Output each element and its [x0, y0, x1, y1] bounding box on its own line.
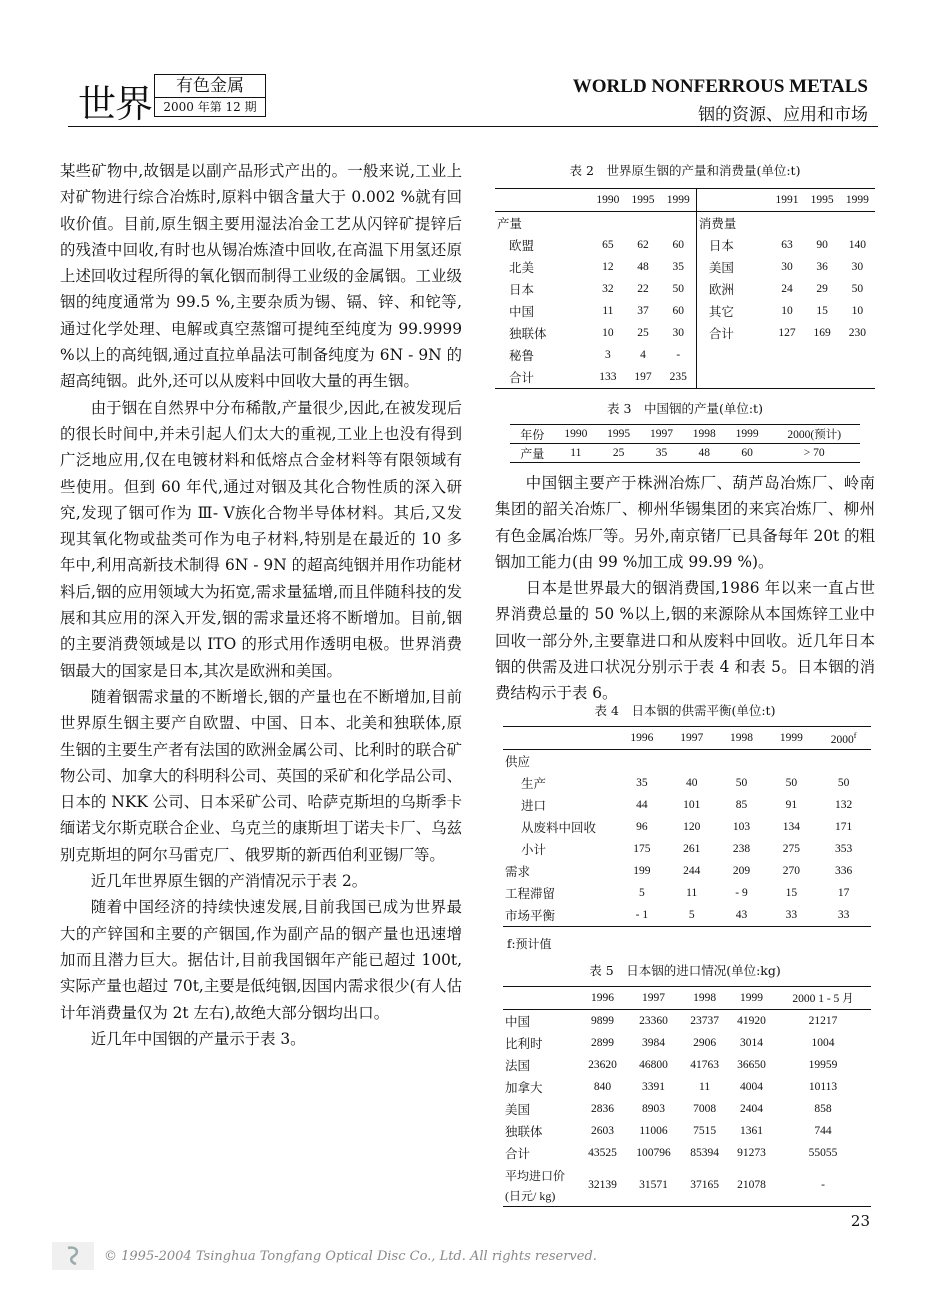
table-cell: 199 [633, 865, 651, 877]
table-row [495, 300, 875, 322]
table-cell [766, 727, 816, 750]
table-cell: 840 [593, 1081, 612, 1093]
right-text [495, 470, 875, 707]
page-number: 23 [850, 1212, 870, 1230]
table-cell: 2404 [740, 1103, 764, 1115]
table-cell: 2000(预计) [787, 429, 842, 441]
table4-caption: 表 4 日本铟的供需平衡(单位:t) [594, 703, 776, 718]
table-cell: 1361 [740, 1125, 764, 1137]
table-cell: 50 [837, 777, 850, 789]
table-cell: 法国 [505, 1059, 531, 1073]
table-cell: 197 [634, 371, 652, 383]
table-cell: 120 [683, 821, 701, 833]
table-cell: 1998 [693, 992, 717, 1004]
table-cell [769, 366, 804, 389]
table4-block [495, 702, 875, 952]
table3 [510, 424, 860, 463]
table-cell: 12 [602, 261, 614, 273]
table-row [503, 1032, 871, 1054]
table-cell: 32139 [588, 1179, 617, 1191]
table-cell: 22 [637, 283, 649, 295]
table-row [503, 794, 871, 816]
table-cell: 1997 [642, 992, 666, 1004]
table-cell: 2603 [590, 1125, 614, 1137]
table-cell: 55055 [808, 1147, 838, 1159]
table-cell: 1995 [631, 194, 655, 206]
table-cell: 169 [813, 327, 831, 339]
paragraph: 随着中国经济的持续快速发展,目前我国已成为世界最大的产锌国和主要的产铟国,作为副产品的铟产量也迅速增加而且潜力巨大。据估计,目前我国铟年产能已超过 100t,实际产量也超过 70t,主要是低纯铟,因国内需求很少(有人估计年消费量仅为 2t 左右),故绝大部分铟均出口。 [60, 898, 462, 1022]
table-cell [590, 212, 625, 235]
table-cell: 235 [669, 371, 687, 383]
table-cell: 1996 [590, 992, 614, 1004]
table5-caption: 表 5 日本铟的进口情况(单位:kg) [589, 963, 781, 978]
table-cell: 9899 [590, 1015, 614, 1027]
table-cell: 25 [612, 447, 625, 459]
table-cell: 336 [835, 865, 853, 877]
table4 [503, 726, 871, 927]
paragraph: 随着铟需求量的不断增长,铟的产量也在不断增加,目前世界原生铟主要产自欧盟、中国、日本、北美和独联体,原生铟的主要生产者有法国的欧洲金属公司、比利时的联合矿物公司、加拿大的科明科公司、英国的采矿和化学品公司、日本的 NKK 公司、日本采矿公司、哈萨克斯坦的乌斯季卡缅诺戈尔斯克联合企业、乌克兰的康斯坦丁诺夫卡厂、乌兹别克斯坦的阿尔马雷克厂、俄罗斯的新西伯利亚锡厂等。 [60, 687, 462, 864]
table-cell: 需求 [505, 865, 531, 879]
table-cell: 独联体 [509, 327, 547, 341]
journal-issue: 2000 年第 12 期 [163, 100, 257, 114]
table-row [503, 1164, 871, 1207]
avg-price-unit: (日元/ kg) [505, 1189, 556, 1203]
table-cell: 1999 [666, 194, 690, 206]
table4-note: f:预计值 [507, 937, 552, 951]
table-cell: 858 [814, 1103, 832, 1115]
table3-caption: 表 3 中国铟的产量(单位:t) [607, 401, 763, 416]
table-cell: 60 [741, 447, 753, 459]
paragraph: 某些矿物中,故铟是以副产品形式产出的。一般来说,工业上对矿物进行综合冶炼时,原料中铟含量大于 0.002 %就有回收价值。目前,原生铟主要用湿法冶金工艺从闪锌矿提锌后的残渣中回收,有时也从锡冶炼渣中回收,在高温下用氢还原上述回收过程所得的氧化铟而制得工业级的金属铟。工业级铟的纯度通常为 99.5 %,主要杂质为锡、镉、锌、和铊等,通过化学处理、电解或真空蒸馏可提纯至纯度为 99.9999 %以上的高纯铟,通过直拉单晶法可制备纯度为 6N - 9N 的超高纯铟。此外,还可以从废料中回收大量的再生铟。 [60, 162, 462, 391]
table-cell: 90 [816, 239, 828, 251]
table-cell: 10 [781, 305, 793, 317]
table-cell: 209 [732, 865, 751, 877]
table-row [503, 1098, 871, 1120]
table-cell: 30 [851, 261, 864, 273]
table-cell: 中国 [505, 1015, 531, 1029]
table-cell: 10113 [808, 1081, 838, 1093]
table-cell: 10 [851, 305, 864, 317]
table-cell: 3984 [642, 1037, 666, 1049]
table-cell: 238 [732, 843, 751, 855]
year-label: 2000 [830, 733, 854, 746]
table-cell: 35 [672, 261, 685, 273]
table-cell: 消费量 [696, 212, 769, 235]
table-cell: 29 [816, 283, 828, 295]
table-cell [617, 727, 667, 750]
table-cell: 31571 [639, 1179, 668, 1191]
table-cell: 23620 [588, 1059, 617, 1071]
table-cell [840, 366, 875, 389]
paragraph: 由于铟在自然界中分布稀散,产量很少,因此,在被发现后的很长时间中,并未引起人们太大的重视,工业上也没有得到广泛地应用,仅在电镀材料和低熔点合金材料等有限领域有些使用。但到 60 年代,通过对铟及其化合物性质的深入研究,发现了铟可作为 Ⅲ- Ⅴ族化合物半导体材料。其后,又发现其氧化物或盐类可作为电子材料,特别是在最近的 10 多年中,利用高新技术制得 6N - 9N 的超高纯铟并用作功能材料后,铟的应用领域大为拓宽,需求量猛增,而且伴随科技的发展和其应用的深入开发,铟的需求量还将不断增加。目前,铟的主要消费领域是以 ITO 的形式用作透明电极。世界消费铟最大的国家是日本,其次是欧洲和美国。 [60, 398, 462, 680]
table-cell: 744 [814, 1125, 832, 1137]
table-cell: 3391 [642, 1081, 666, 1093]
table-cell: 2000 1 - 5 月 [792, 993, 854, 1005]
paragraph: 日本是世界最大的铟消费国,1986 年以来一直占世界消费总量的 50 %以上,铟的来源除从本国炼锌工业中回收一部分外,主要靠进口和从废料中回收。近几年日本铟的供需及进口状况分别示于表 4 和表 5。日本铟的消费结构示于表 6。 [495, 579, 875, 703]
table-row [495, 344, 875, 366]
paragraph: 中国铟主要产于株洲冶炼厂、葫芦岛冶炼厂、岭南集团的韶关冶炼厂、柳州华锡集团的来宾冶炼厂、柳州有色金属冶炼厂等。另外,南京锗厂已具备每年 20t 的粗铟加工能力(由 99 %加工成 99.99 %)。 [495, 474, 875, 571]
table-cell [805, 212, 840, 235]
table2 [495, 188, 875, 389]
table-cell: 30 [672, 327, 685, 339]
table-cell: 101 [683, 799, 701, 811]
table-row [503, 772, 871, 794]
table3-block [495, 400, 875, 463]
table-cell: 7008 [693, 1103, 717, 1115]
table-cell: 11 [699, 1081, 711, 1093]
table-cell: 50 [785, 777, 798, 789]
table-row [503, 1010, 871, 1033]
table-cell: 合计 [696, 322, 769, 344]
header-rule [68, 126, 878, 127]
table-cell: 96 [636, 821, 648, 833]
table-cell: 5 [688, 909, 695, 921]
table-cell: 1997 [649, 428, 673, 440]
table-cell: - [676, 349, 681, 361]
table-cell [617, 750, 667, 773]
table-cell: 60 [672, 239, 685, 251]
table-row [495, 212, 875, 235]
table-cell: 91273 [737, 1147, 766, 1159]
table-row [503, 860, 871, 882]
table-cell [661, 212, 697, 235]
table-header-row [510, 425, 860, 444]
table-cell: 11006 [639, 1125, 668, 1137]
paragraph: 近几年世界原生铟的产消情况示于表 2。 [90, 872, 368, 891]
table-row [495, 278, 875, 300]
table-cell: 8903 [642, 1103, 666, 1115]
table-cell: 产量 [520, 446, 545, 461]
table-cell: 85394 [690, 1147, 719, 1159]
table-cell: 85 [735, 799, 748, 811]
table-cell [840, 212, 875, 235]
table-cell: 275 [782, 843, 800, 855]
table-cell: 其它 [696, 300, 769, 322]
table-cell: 24 [781, 283, 793, 295]
left-column [60, 158, 462, 1052]
year-label: 1997 [680, 732, 704, 744]
table-row [495, 256, 875, 278]
table-cell: 48 [698, 447, 711, 459]
table-cell: 日本 [509, 283, 535, 297]
table-cell: 23360 [639, 1015, 668, 1027]
table-cell: 62 [637, 239, 649, 251]
table-cell: 17 [837, 887, 850, 899]
table-row [503, 1142, 871, 1164]
table-cell: - [821, 1179, 825, 1191]
table-cell: 11 [602, 305, 614, 317]
table-cell: 2836 [590, 1103, 614, 1115]
table-cell [667, 750, 717, 773]
table-cell: 4 [640, 349, 646, 361]
forecast-mark: f [853, 730, 857, 740]
table-cell: 41920 [737, 1015, 766, 1027]
table-cell: 48 [637, 261, 649, 273]
table-cell: 25 [637, 327, 649, 339]
table-cell: 132 [835, 799, 853, 811]
table-cell: 63 [781, 239, 793, 251]
table-cell: 50 [672, 283, 685, 295]
table-row [495, 366, 875, 389]
table-cell: 37 [637, 305, 649, 317]
table-cell [717, 727, 767, 750]
table-cell: 秘鲁 [509, 349, 535, 363]
journal-box [154, 74, 266, 117]
table-cell [495, 189, 590, 212]
table-row [510, 444, 860, 463]
table-cell: 134 [782, 821, 800, 833]
table-cell: 3014 [740, 1037, 764, 1049]
table-cell: 10 [602, 327, 614, 339]
table-cell [840, 344, 875, 366]
table-cell [667, 727, 717, 750]
year-label: 1998 [730, 732, 754, 744]
table-cell: 日本 [696, 234, 769, 256]
table-cell [625, 212, 660, 235]
table-cell [769, 344, 804, 366]
table-cell: 244 [683, 865, 701, 877]
table-cell: 1995 [607, 428, 631, 440]
table-cell: 从废料中回收 [521, 821, 597, 835]
table-cell: 年份 [520, 427, 545, 442]
table-cell: 46800 [639, 1059, 668, 1071]
table-cell: 小计 [521, 843, 547, 857]
table-row [503, 838, 871, 860]
table-cell: - 9 [735, 887, 748, 899]
table-cell [805, 344, 840, 366]
table-row [503, 1054, 871, 1076]
table-cell: 103 [732, 821, 751, 833]
table-cell: 270 [782, 865, 800, 877]
table-cell: > 70 [803, 447, 825, 459]
table-cell: 21217 [808, 1015, 838, 1027]
table-cell: 1999 [845, 194, 869, 206]
table-row [503, 750, 871, 773]
table-cell: 1998 [692, 428, 716, 440]
table-cell: - 1 [635, 909, 649, 921]
table-cell [766, 750, 816, 773]
table-cell: 50 [735, 777, 748, 789]
table-cell: 1999 [735, 428, 759, 440]
table-cell: 40 [685, 777, 698, 789]
table-cell: 33 [785, 909, 798, 921]
table-cell: 中国 [509, 305, 535, 319]
table-row [503, 904, 871, 927]
table-header-row [495, 189, 875, 212]
table-cell: 15 [816, 305, 828, 317]
table-cell: 37165 [690, 1179, 719, 1191]
table-cell: 独联体 [505, 1125, 543, 1139]
table-cell: 产量 [497, 217, 523, 231]
table-cell: 353 [835, 843, 853, 855]
table-cell: 261 [683, 843, 701, 855]
journal-title-en: WORLD NONFERROUS METALS [572, 76, 868, 97]
table-cell: 15 [785, 887, 798, 899]
table2-block [495, 162, 875, 389]
journal-title-cn: 世界 [78, 82, 153, 126]
table-row [503, 816, 871, 838]
table-row [503, 882, 871, 904]
table-cell [717, 750, 767, 773]
table-cell: 5 [639, 887, 645, 899]
table-cell: 美国 [696, 256, 769, 278]
table-cell: 43525 [588, 1147, 617, 1159]
table-cell: 7515 [693, 1125, 717, 1137]
table-cell: 2906 [693, 1037, 717, 1049]
table-cell: 133 [599, 371, 617, 383]
publisher-logo-icon [52, 1242, 94, 1270]
copyright-footer: © 1995-2004 Tsinghua Tongfang Optical Disc Co., Ltd. All rights reserved. [104, 1249, 597, 1264]
table-cell: 175 [633, 843, 651, 855]
year-label: 1996 [630, 732, 654, 744]
table-cell: 1991 [775, 194, 799, 206]
table5-block [495, 962, 875, 1207]
table-cell: 欧洲 [696, 278, 769, 300]
table-cell: 1004 [811, 1037, 835, 1049]
table-cell: 北美 [509, 261, 535, 275]
table-cell [503, 727, 617, 750]
table-cell: 127 [778, 327, 796, 339]
table-cell [769, 212, 804, 235]
table-row [495, 322, 875, 344]
table-cell: 43 [735, 909, 748, 921]
table-cell: 19959 [808, 1059, 838, 1071]
table-cell: 36650 [737, 1059, 766, 1071]
table-cell: 50 [851, 283, 864, 295]
table-row [495, 234, 875, 256]
table-cell: 1990 [564, 428, 588, 440]
table-cell [816, 727, 871, 750]
table-cell: 36 [816, 261, 828, 273]
table-cell: 市场平衡 [505, 909, 556, 923]
year-label: 1999 [779, 732, 803, 744]
table-cell: 33 [837, 909, 850, 921]
table-cell: 合计 [505, 1147, 531, 1161]
table-cell: 4004 [740, 1081, 764, 1093]
table-cell [503, 987, 579, 1010]
table-cell: 60 [672, 305, 685, 317]
table-cell [503, 1164, 579, 1207]
table-cell: 1990 [596, 194, 620, 206]
table-cell: 3 [604, 349, 611, 361]
table-cell: 进口 [521, 799, 547, 813]
table-cell: 35 [655, 447, 668, 459]
table-cell [816, 750, 871, 773]
table2-caption: 表 2 世界原生铟的产量和消费量(单位:t) [569, 163, 801, 178]
table-header-row [503, 987, 871, 1010]
avg-price-label: 平均进口价 [505, 1169, 566, 1183]
table-cell: 11 [686, 887, 698, 899]
table-cell [696, 366, 769, 389]
paragraph: 近几年中国铟的产量示于表 3。 [90, 1029, 306, 1048]
table-cell: 1999 [740, 992, 764, 1004]
table-row [503, 1120, 871, 1142]
table-cell: 91 [785, 799, 798, 811]
table5 [503, 986, 871, 1207]
table-cell [805, 366, 840, 389]
table-cell: 比利时 [505, 1037, 543, 1051]
table-cell: 32 [602, 283, 614, 295]
table-row [503, 1076, 871, 1098]
table-cell [696, 189, 769, 212]
table-cell: 生产 [521, 777, 547, 791]
table-cell: 41763 [690, 1059, 719, 1071]
table-cell: 供应 [505, 755, 531, 769]
table-cell: 65 [602, 239, 614, 251]
table-cell: 44 [636, 799, 648, 811]
table-cell: 23737 [690, 1015, 719, 1027]
table-cell: 欧盟 [509, 239, 535, 253]
table-cell: 加拿大 [505, 1081, 543, 1095]
table-cell: 2899 [590, 1037, 614, 1049]
table-cell: 工程滞留 [505, 887, 556, 901]
table-cell: 美国 [505, 1103, 531, 1117]
table-cell: 140 [848, 239, 866, 251]
section-title: 铟的资源、应用和市场 [698, 105, 868, 125]
table-cell: 100796 [636, 1147, 671, 1159]
table-cell: 合计 [509, 371, 535, 385]
journal-box-top: 有色金属 [155, 75, 265, 98]
table-cell: 11 [570, 447, 582, 459]
table-cell: 171 [835, 821, 853, 833]
table-cell: 21078 [737, 1179, 766, 1191]
table-cell [696, 344, 769, 366]
table-cell: 1995 [810, 194, 834, 206]
table-cell: 35 [636, 777, 648, 789]
table-cell: 30 [781, 261, 793, 273]
table-header-row [503, 727, 871, 750]
table-cell: 230 [848, 327, 866, 339]
